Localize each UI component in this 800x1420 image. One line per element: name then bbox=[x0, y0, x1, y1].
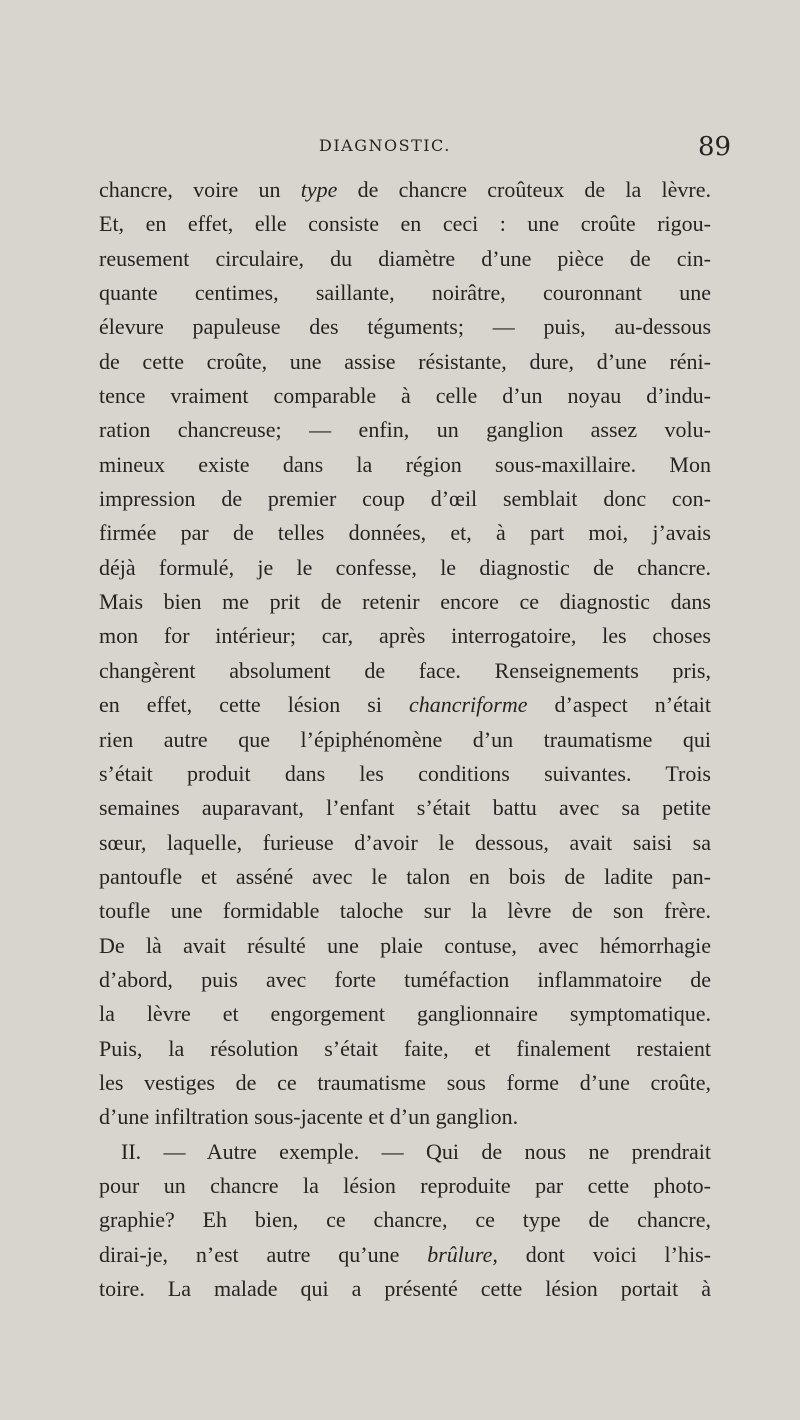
text-run: dirai-je, n’est autre qu’une bbox=[99, 1241, 428, 1267]
text-line bbox=[99, 585, 711, 619]
text-line bbox=[99, 345, 711, 379]
text-run: en effet, cette lésion si bbox=[99, 692, 409, 718]
text-line bbox=[99, 242, 711, 276]
text-run: II. — Autre exemple. — Qui de nous ne prendrait bbox=[121, 1138, 711, 1164]
text-line bbox=[99, 379, 711, 413]
text-run: toufle une formidable taloche sur la lèvre de son frère. bbox=[99, 898, 711, 924]
text-line bbox=[99, 757, 711, 791]
body-text bbox=[99, 173, 711, 1306]
text-line bbox=[99, 791, 711, 825]
text-line bbox=[99, 1032, 711, 1066]
text-line bbox=[99, 1238, 711, 1272]
text-line bbox=[99, 997, 711, 1031]
text-run: graphie? Eh bien, ce chancre, ce type de chancre, bbox=[99, 1207, 711, 1233]
text-line bbox=[99, 654, 711, 688]
text-run: impression de premier coup d’œil semblait donc con- bbox=[99, 486, 711, 512]
text-run: changèrent absolument de face. Renseignements pris, bbox=[99, 657, 711, 683]
text-line bbox=[99, 448, 711, 482]
text-line bbox=[99, 1203, 711, 1237]
italic-term: brûlure, bbox=[427, 1241, 498, 1267]
text-line bbox=[99, 929, 711, 963]
text-run: semaines auparavant, l’enfant s’était battu avec sa petite bbox=[99, 795, 711, 821]
text-line bbox=[99, 688, 711, 722]
text-line bbox=[99, 1066, 711, 1100]
text-line bbox=[99, 619, 711, 653]
text-line bbox=[99, 1169, 711, 1203]
text-line bbox=[99, 482, 711, 516]
text-run: dont voici l’his- bbox=[497, 1241, 711, 1267]
text-line bbox=[99, 516, 711, 550]
text-run: Puis, la résolution s’était faite, et finalement restaient bbox=[99, 1035, 711, 1061]
text-run: chancre, voire un bbox=[99, 177, 301, 202]
text-run: reusement circulaire, du diamètre d’une pièce de cin- bbox=[99, 245, 711, 271]
text-run: toire. La malade qui a présenté cette lésion portait à bbox=[99, 1276, 711, 1301]
text-run: d’aspect n’était bbox=[527, 692, 711, 718]
text-run: les vestiges de ce traumatisme sous forme d’une croûte, bbox=[99, 1069, 711, 1095]
page-number: 89 bbox=[698, 132, 732, 162]
text-line bbox=[99, 276, 711, 310]
italic-term: type bbox=[300, 177, 338, 202]
text-run: élevure papuleuse des téguments; — puis, au-dessous bbox=[99, 314, 711, 340]
text-line bbox=[99, 1272, 711, 1306]
text-run: rien autre que l’épiphénomène d’un traumatisme qui bbox=[99, 726, 711, 752]
text-run: Et, en effet, elle consiste en ceci : une croûte rigou- bbox=[99, 211, 711, 237]
text-run: ration chancreuse; — enfin, un ganglion assez volu- bbox=[99, 417, 711, 443]
text-run: quante centimes, saillante, noirâtre, couronnant une bbox=[99, 280, 711, 306]
text-line bbox=[99, 173, 711, 207]
text-run: d’abord, puis avec forte tuméfaction inflammatoire de bbox=[99, 966, 711, 992]
text-line bbox=[99, 413, 711, 447]
text-run: sœur, laquelle, furieuse d’avoir le dessous, avait saisi sa bbox=[99, 829, 711, 855]
text-line bbox=[99, 860, 711, 894]
text-line bbox=[99, 1135, 711, 1169]
text-run: la lèvre et engorgement ganglionnaire symptomatique. bbox=[99, 1001, 711, 1027]
text-run: pantoufle et asséné avec le talon en bois de ladite pan- bbox=[99, 863, 711, 889]
text-line bbox=[99, 310, 711, 344]
running-title: DIAGNOSTIC. bbox=[319, 136, 451, 155]
text-line bbox=[99, 551, 711, 585]
text-run: s’était produit dans les conditions suivantes. Trois bbox=[99, 760, 711, 786]
text-run: firmée par de telles données, et, à part moi, j’avais bbox=[99, 520, 711, 546]
text-line bbox=[99, 894, 711, 928]
text-line bbox=[99, 826, 711, 860]
text-run: de chancre croûteux de la lèvre. bbox=[337, 177, 711, 202]
page-header bbox=[0, 132, 800, 172]
text-run: De là avait résulté une plaie contuse, avec hémorrhagie bbox=[99, 932, 711, 958]
text-run: pour un chancre la lésion reproduite par cette photo- bbox=[99, 1172, 711, 1198]
text-line bbox=[99, 207, 711, 241]
text-line bbox=[99, 723, 711, 757]
text-run: tence vraiment comparable à celle d’un noyau d’indu- bbox=[99, 383, 711, 409]
text-run: de cette croûte, une assise résistante, dure, d’une réni- bbox=[99, 348, 711, 374]
text-run: déjà formulé, je le confesse, le diagnostic de chancre. bbox=[99, 554, 711, 580]
text-line bbox=[99, 1100, 711, 1134]
text-run: mon for intérieur; car, après interrogatoire, les choses bbox=[99, 623, 711, 649]
text-run: mineux existe dans la région sous-maxillaire. Mon bbox=[99, 451, 711, 477]
text-line bbox=[99, 963, 711, 997]
italic-term: chancriforme bbox=[408, 692, 528, 718]
text-run: Mais bien me prit de retenir encore ce diagnostic dans bbox=[99, 589, 711, 615]
text-run: d’une infiltration sous-jacente et d’un ganglion. bbox=[99, 1104, 519, 1130]
